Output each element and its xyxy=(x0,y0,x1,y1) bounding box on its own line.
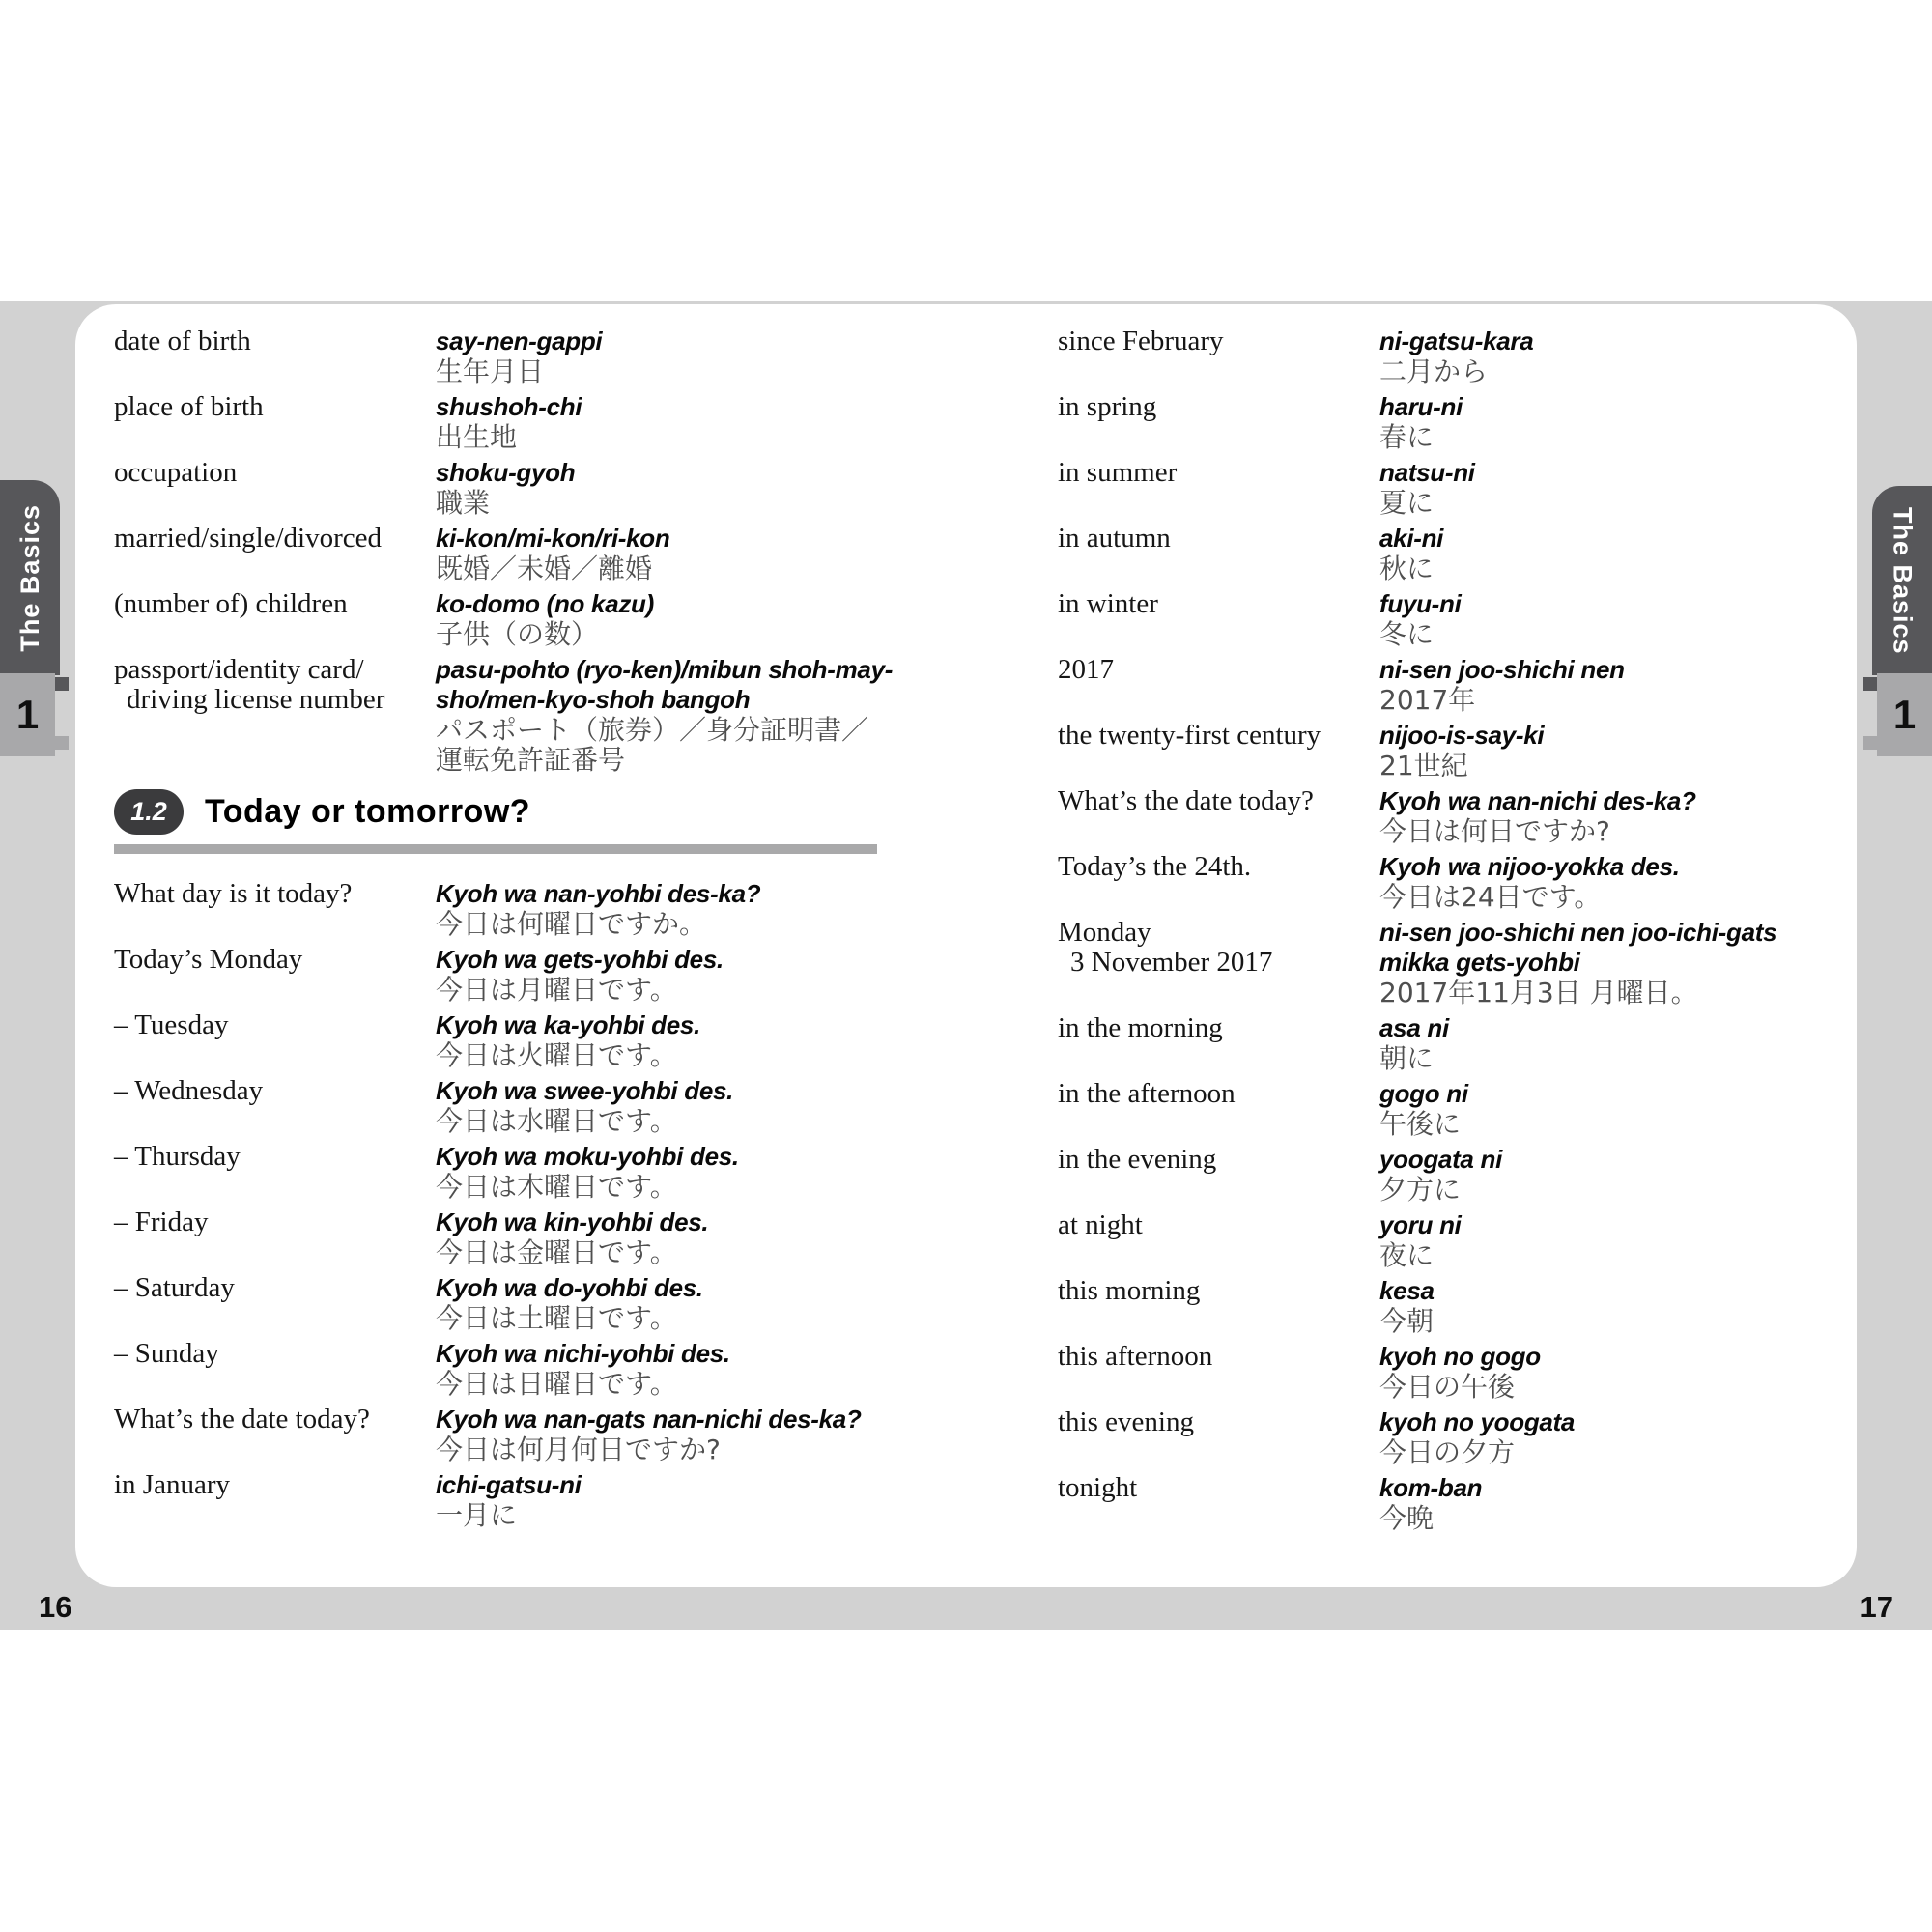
phrase-list xyxy=(1058,327,1860,1533)
entry-english: Today’s the 24th. xyxy=(1058,851,1252,882)
chapter-number-label: 1 xyxy=(15,692,40,737)
phrase-entry xyxy=(1058,1276,1860,1336)
entry-english: What’s the date today? xyxy=(1058,785,1314,816)
entry-english: – Tuesday xyxy=(114,1009,229,1040)
entry-translation xyxy=(436,589,945,649)
entry-japanese: 夜に xyxy=(1379,1239,1435,1271)
phrase-entry xyxy=(1058,1342,1860,1402)
entry-translation xyxy=(436,327,945,386)
entry-translation xyxy=(1379,1079,1860,1139)
entry-translation xyxy=(436,1076,945,1136)
entry-english: occupation xyxy=(114,457,238,488)
chapter-tab-label: The Basics xyxy=(1888,506,1918,655)
entry-japanese: パスポート（旅券）／身分証明書／ 運転免許証番号 xyxy=(436,714,869,776)
entry-romaji: shushoh-chi xyxy=(436,392,582,421)
entry-romaji: kyoh no gogo xyxy=(1379,1342,1541,1371)
entry-romaji: Kyoh wa kin-yohbi des. xyxy=(436,1208,709,1236)
entry-japanese: 今日は24日です。 xyxy=(1379,881,1602,913)
entry-japanese: 朝に xyxy=(1379,1042,1435,1074)
entry-japanese: 二月から xyxy=(1379,355,1489,387)
entry-translation xyxy=(436,524,945,583)
entry-translation xyxy=(436,458,945,518)
phrase-entry xyxy=(1058,458,1860,518)
pixel-square xyxy=(55,736,69,750)
entry-english: date of birth xyxy=(114,326,251,356)
section-number: 1.2 xyxy=(130,796,167,826)
entry-translation xyxy=(1379,852,1860,912)
entry-romaji: yoogata ni xyxy=(1379,1145,1503,1174)
entry-translation xyxy=(1379,589,1860,649)
entry-japanese: 午後に xyxy=(1379,1108,1462,1140)
entry-english: this morning xyxy=(1058,1275,1201,1306)
entry-romaji: kesa xyxy=(1379,1276,1435,1305)
pixel-square xyxy=(1863,677,1877,691)
phrase-entry xyxy=(114,392,945,452)
entry-english: at night xyxy=(1058,1209,1143,1240)
phrase-entry xyxy=(1058,1079,1860,1139)
entry-japanese: 2017年11月3日 月曜日。 xyxy=(1379,977,1698,1009)
entry-japanese: 夏に xyxy=(1379,487,1435,519)
entry-japanese: 今日は日曜日です。 xyxy=(436,1368,677,1400)
entry-japanese: 一月に xyxy=(436,1499,518,1531)
phrase-entry xyxy=(1058,1145,1860,1205)
page-number-left: 16 xyxy=(39,1590,72,1624)
entry-english: in January xyxy=(114,1469,230,1500)
entry-translation xyxy=(1379,1342,1860,1402)
entry-japanese: 職業 xyxy=(436,487,491,519)
entry-translation xyxy=(1379,918,1860,1008)
entry-romaji: Kyoh wa swee-yohbi des. xyxy=(436,1076,734,1105)
entry-romaji: Kyoh wa do-yohbi des. xyxy=(436,1273,703,1302)
phrase-entry xyxy=(1058,589,1860,649)
entry-translation xyxy=(1379,1145,1860,1205)
entry-translation xyxy=(1379,1473,1860,1533)
entry-romaji: Kyoh wa nan-nichi des-ka? xyxy=(1379,786,1696,815)
phrase-entry xyxy=(114,524,945,583)
entry-romaji: yoru ni xyxy=(1379,1210,1462,1239)
entry-english: in autumn xyxy=(1058,523,1171,554)
entry-translation xyxy=(1379,327,1860,386)
entry-japanese: 既婚／未婚／離婚 xyxy=(436,553,653,584)
entry-japanese: 秋に xyxy=(1379,553,1435,584)
left-page-content xyxy=(114,327,945,1536)
phrase-entry xyxy=(114,327,945,386)
entry-japanese: 子供（の数） xyxy=(436,618,599,650)
entry-english: What day is it today? xyxy=(114,878,353,909)
entry-english: married/single/divorced xyxy=(114,523,383,554)
entry-english: Monday 3 November 2017 xyxy=(1058,917,1273,978)
entry-english: (number of) children xyxy=(114,588,348,619)
entry-english: – Wednesday xyxy=(114,1075,264,1106)
entry-japanese: 今日は土曜日です。 xyxy=(436,1302,677,1334)
phrase-entry xyxy=(114,1076,945,1136)
entry-romaji: gogo ni xyxy=(1379,1079,1468,1108)
entry-english: passport/identity card/ driving license number xyxy=(114,654,385,715)
phrase-entry xyxy=(1058,852,1860,912)
phrase-entry xyxy=(114,1208,945,1267)
entry-romaji: Kyoh wa nijoo-yokka des. xyxy=(1379,852,1680,881)
entry-translation xyxy=(1379,1210,1860,1270)
entry-translation xyxy=(1379,1407,1860,1467)
entry-translation xyxy=(1379,1013,1860,1073)
phrase-entry xyxy=(114,1010,945,1070)
entry-english: in the evening xyxy=(1058,1144,1217,1175)
entry-japanese: 今日は火曜日です。 xyxy=(436,1039,677,1071)
entry-japanese: 今晩 xyxy=(1379,1502,1435,1534)
entry-english: tonight xyxy=(1058,1472,1138,1503)
phrase-entry xyxy=(114,458,945,518)
entry-english: – Thursday xyxy=(114,1141,241,1172)
entry-japanese: 今日は何日ですか? xyxy=(1379,815,1610,847)
phrase-entry xyxy=(1058,1210,1860,1270)
entry-romaji: Kyoh wa ka-yohbi des. xyxy=(436,1010,700,1039)
phrase-entry xyxy=(114,1273,945,1333)
entry-english: – Saturday xyxy=(114,1272,235,1303)
entry-english: in the afternoon xyxy=(1058,1078,1236,1109)
entry-japanese: 今日は金曜日です。 xyxy=(436,1236,677,1268)
entry-japanese: 今日は何月何日ですか? xyxy=(436,1434,721,1465)
entry-translation xyxy=(436,1142,945,1202)
pixel-square xyxy=(1863,736,1877,750)
entry-romaji: say-nen-gappi xyxy=(436,327,603,355)
chapter-tab-label: The Basics xyxy=(14,503,44,652)
phrase-entry xyxy=(1058,786,1860,846)
entry-translation xyxy=(1379,786,1860,846)
entry-japanese: 冬に xyxy=(1379,618,1435,650)
entry-translation xyxy=(1379,1276,1860,1336)
page-number-right: 17 xyxy=(1860,1590,1893,1624)
entry-english: in winter xyxy=(1058,588,1158,619)
entry-translation xyxy=(436,945,945,1005)
entry-japanese: 今日は月曜日です。 xyxy=(436,974,677,1006)
entry-romaji: Kyoh wa nan-yohbi des-ka? xyxy=(436,879,761,908)
entry-translation xyxy=(436,1010,945,1070)
entry-english: the twenty-first century xyxy=(1058,720,1321,751)
entry-japanese: 21世紀 xyxy=(1379,750,1468,781)
entry-translation xyxy=(436,1273,945,1333)
phrase-entry xyxy=(1058,655,1860,715)
pixel-square xyxy=(55,677,69,691)
entry-japanese: 出生地 xyxy=(436,421,518,453)
entry-romaji: ko-domo (no kazu) xyxy=(436,589,654,618)
section-title: Today or tomorrow? xyxy=(205,792,531,830)
entry-romaji: haru-ni xyxy=(1379,392,1463,421)
phrase-entry xyxy=(114,589,945,649)
phrase-entry xyxy=(1058,1407,1860,1467)
phrase-entry xyxy=(1058,327,1860,386)
entry-english: since February xyxy=(1058,326,1224,356)
entry-english: in summer xyxy=(1058,457,1178,488)
section-header xyxy=(114,788,945,835)
phrase-entry xyxy=(114,1470,945,1530)
phrase-entry xyxy=(1058,1473,1860,1533)
entry-translation xyxy=(1379,655,1860,715)
entry-romaji: asa ni xyxy=(1379,1013,1449,1042)
phrase-entry xyxy=(114,655,945,775)
phrase-entry xyxy=(1058,918,1860,1008)
entry-english: – Sunday xyxy=(114,1338,219,1369)
entry-japanese: 2017年 xyxy=(1379,684,1476,716)
entry-romaji: ichi-gatsu-ni xyxy=(436,1470,582,1499)
entry-english: this evening xyxy=(1058,1406,1194,1437)
entry-romaji: aki-ni xyxy=(1379,524,1444,553)
entry-translation xyxy=(1379,458,1860,518)
right-page-content xyxy=(1058,327,1860,1539)
phrase-entry xyxy=(114,1142,945,1202)
entry-romaji: natsu-ni xyxy=(1379,458,1475,487)
entry-english: in spring xyxy=(1058,391,1157,422)
entry-english: this afternoon xyxy=(1058,1341,1213,1372)
entry-romaji: Kyoh wa nan-gats nan-nichi des-ka? xyxy=(436,1405,862,1434)
entry-japanese: 春に xyxy=(1379,421,1435,453)
section-number-badge xyxy=(114,789,184,835)
entry-japanese: 夕方に xyxy=(1379,1174,1462,1206)
phrase-entry xyxy=(114,945,945,1005)
entry-japanese: 生年月日 xyxy=(436,355,545,387)
entry-japanese: 今日の夕方 xyxy=(1379,1436,1516,1468)
entry-japanese: 今日は何曜日ですか。 xyxy=(436,908,707,940)
phrase-entry xyxy=(1058,1013,1860,1073)
phrase-entry xyxy=(1058,524,1860,583)
entry-romaji: ni-sen joo-shichi nen xyxy=(1379,655,1625,684)
entry-japanese: 今日は水曜日です。 xyxy=(436,1105,677,1137)
phrase-entry xyxy=(114,879,945,939)
entry-english: 2017 xyxy=(1058,654,1114,685)
entry-romaji: Kyoh wa moku-yohbi des. xyxy=(436,1142,739,1171)
entry-translation xyxy=(436,1339,945,1399)
phrase-entry xyxy=(1058,392,1860,452)
entry-english: – Friday xyxy=(114,1207,209,1237)
chapter-number-label: 1 xyxy=(1892,692,1917,737)
phrase-list-top xyxy=(114,327,945,775)
chapter-number-right xyxy=(1877,673,1932,756)
entry-japanese: 今日の午後 xyxy=(1379,1371,1516,1403)
entry-english: What’s the date today? xyxy=(114,1404,370,1435)
entry-japanese: 今朝 xyxy=(1379,1305,1435,1337)
entry-romaji: ki-kon/mi-kon/ri-kon xyxy=(436,524,670,553)
entry-translation xyxy=(436,1208,945,1267)
entry-translation xyxy=(1379,721,1860,781)
entry-translation xyxy=(1379,524,1860,583)
entry-translation xyxy=(436,1405,945,1464)
entry-romaji: kyoh no yoogata xyxy=(1379,1407,1576,1436)
entry-romaji: Kyoh wa gets-yohbi des. xyxy=(436,945,724,974)
entry-romaji: ni-sen joo-shichi nen joo-ichi-gats mikka gets-yohbi xyxy=(1379,918,1777,977)
entry-romaji: fuyu-ni xyxy=(1379,589,1462,618)
phrase-entry xyxy=(114,1339,945,1399)
entry-translation xyxy=(1379,392,1860,452)
chapter-number-left xyxy=(0,673,55,756)
entry-japanese: 今日は木曜日です。 xyxy=(436,1171,677,1203)
entry-english: in the morning xyxy=(1058,1012,1223,1043)
entry-romaji: pasu-pohto (ryo-ken)/mibun shoh-may- sho/men-kyo-shoh bangoh xyxy=(436,655,894,714)
entry-romaji: ni-gatsu-kara xyxy=(1379,327,1534,355)
entry-romaji: shoku-gyoh xyxy=(436,458,576,487)
phrase-list-bottom xyxy=(114,879,945,1530)
phrase-entry xyxy=(114,1405,945,1464)
entry-translation xyxy=(436,1470,945,1530)
entry-romaji: Kyoh wa nichi-yohbi des. xyxy=(436,1339,730,1368)
entry-english: place of birth xyxy=(114,391,264,422)
phrase-entry xyxy=(1058,721,1860,781)
chapter-tab-right xyxy=(1872,486,1932,675)
chapter-tab-left xyxy=(0,480,60,675)
entry-translation xyxy=(436,879,945,939)
entry-romaji: nijoo-is-say-ki xyxy=(1379,721,1545,750)
entry-translation xyxy=(436,392,945,452)
section-rule xyxy=(114,844,877,854)
entry-romaji: kom-ban xyxy=(1379,1473,1483,1502)
entry-translation xyxy=(436,655,945,775)
entry-english: Today’s Monday xyxy=(114,944,303,975)
